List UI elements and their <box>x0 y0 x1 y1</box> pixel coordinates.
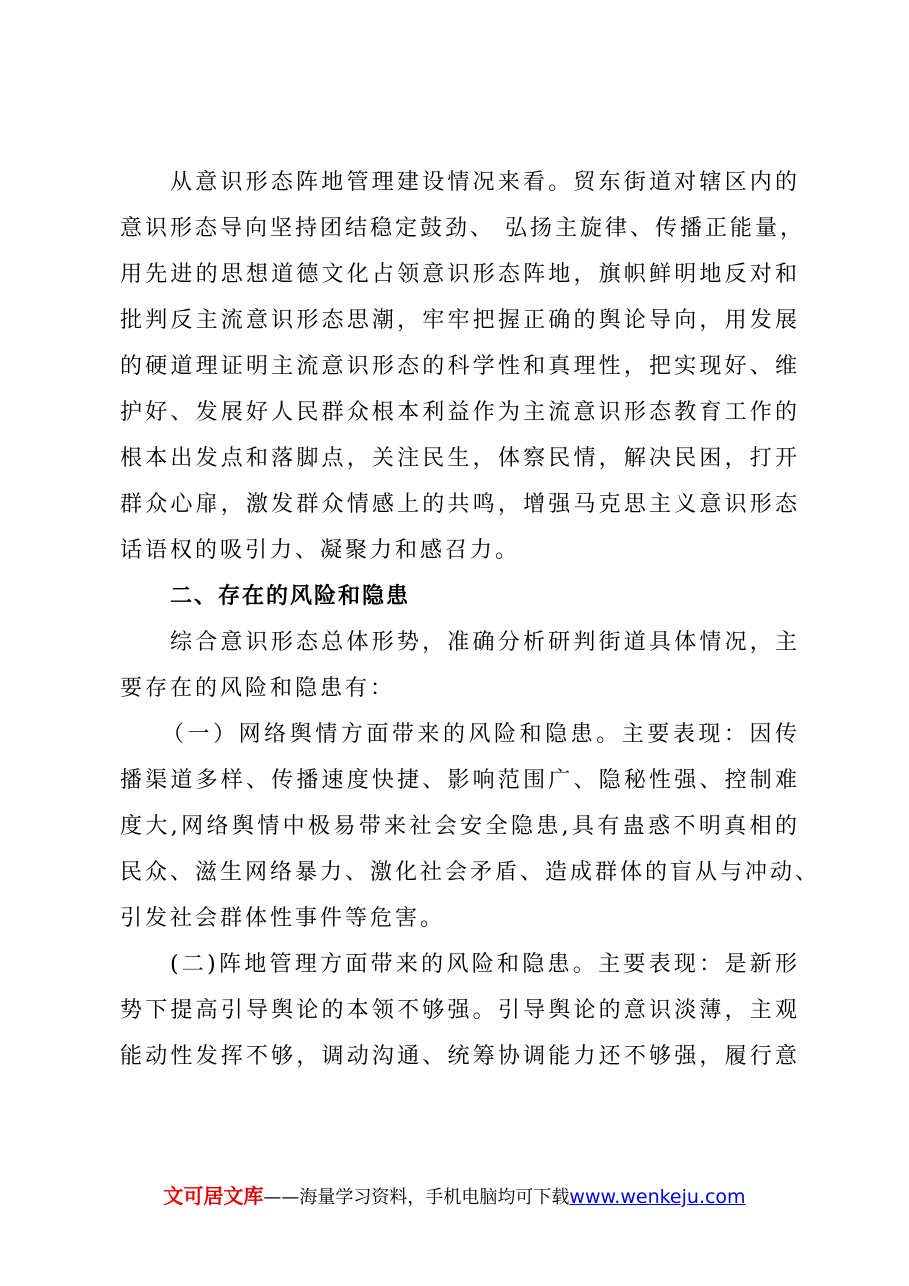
paragraph-line: 要存在的风险和隐患有： <box>120 676 396 701</box>
paragraph-line: 群众心扉，激发群众情感上的共鸣，增强马克思主义意识形态 <box>120 492 800 517</box>
paragraph-line: 的硬道理证明主流意识形态的科学性和真理性，把实现好、维 <box>120 354 800 379</box>
paragraph-line: 能动性发挥不够，调动沟通、统筹协调能力还不够强，履行意 <box>120 1044 800 1069</box>
paragraph-line: 播渠道多样、传播速度快捷、影响范围广、隐秘性强、控制难 <box>120 768 800 793</box>
paragraph-line: 护好、发展好人民群众根本利益作为主流意识形态教育工作的 <box>120 400 800 425</box>
brand-name: 文可居文库 <box>163 1184 264 1208</box>
paragraph-line: 势下提高引导舆论的本领不够强。引导舆论的意识淡薄，主观 <box>120 998 800 1023</box>
paragraph-line: （一）网络舆情方面带来的风险和隐患。主要表现：因传 <box>162 722 800 747</box>
section-heading: 二、存在的风险和隐患 <box>170 584 411 609</box>
website-link[interactable]: www.wenkeju.com <box>569 1186 746 1208</box>
paragraph-line: (二)阵地管理方面带来的风险和隐患。主要表现：是新形 <box>170 952 800 977</box>
paragraph-line: 根本出发点和落脚点，关注民生，体察民情，解决民困，打开 <box>120 446 800 471</box>
footer-banner <box>0 1180 909 1209</box>
paragraph-line: 从意识形态阵地管理建设情况来看。贸东街道对辖区内的 <box>170 170 800 195</box>
document-body <box>120 160 821 1080</box>
paragraph-line: 引发社会群体性事件等危害。 <box>120 906 446 931</box>
footer-slogan: ——海量学习资料，手机电脑均可下载 <box>263 1187 570 1208</box>
paragraph-line: 批判反主流意识形态思潮，牢牢把握正确的舆论导向，用发展 <box>120 308 800 333</box>
paragraph-line: 度大,网络舆情中极易带来社会安全隐患,具有蛊惑不明真相的 <box>120 814 800 839</box>
paragraph-line: 民众、滋生网络暴力、激化社会矛盾、造成群体的盲从与冲动、 <box>120 860 821 885</box>
paragraph-line: 用先进的思想道德文化占领意识形态阵地，旗帜鲜明地反对和 <box>120 262 800 287</box>
paragraph-line: 意识形态导向坚持团结稳定鼓劲、 弘扬主旋律、传播正能量， <box>120 216 805 241</box>
paragraph-line: 综合意识形态总体形势，准确分析研判街道具体情况，主 <box>170 630 800 655</box>
paragraph-line: 话语权的吸引力、凝聚力和感召力。 <box>120 538 521 563</box>
